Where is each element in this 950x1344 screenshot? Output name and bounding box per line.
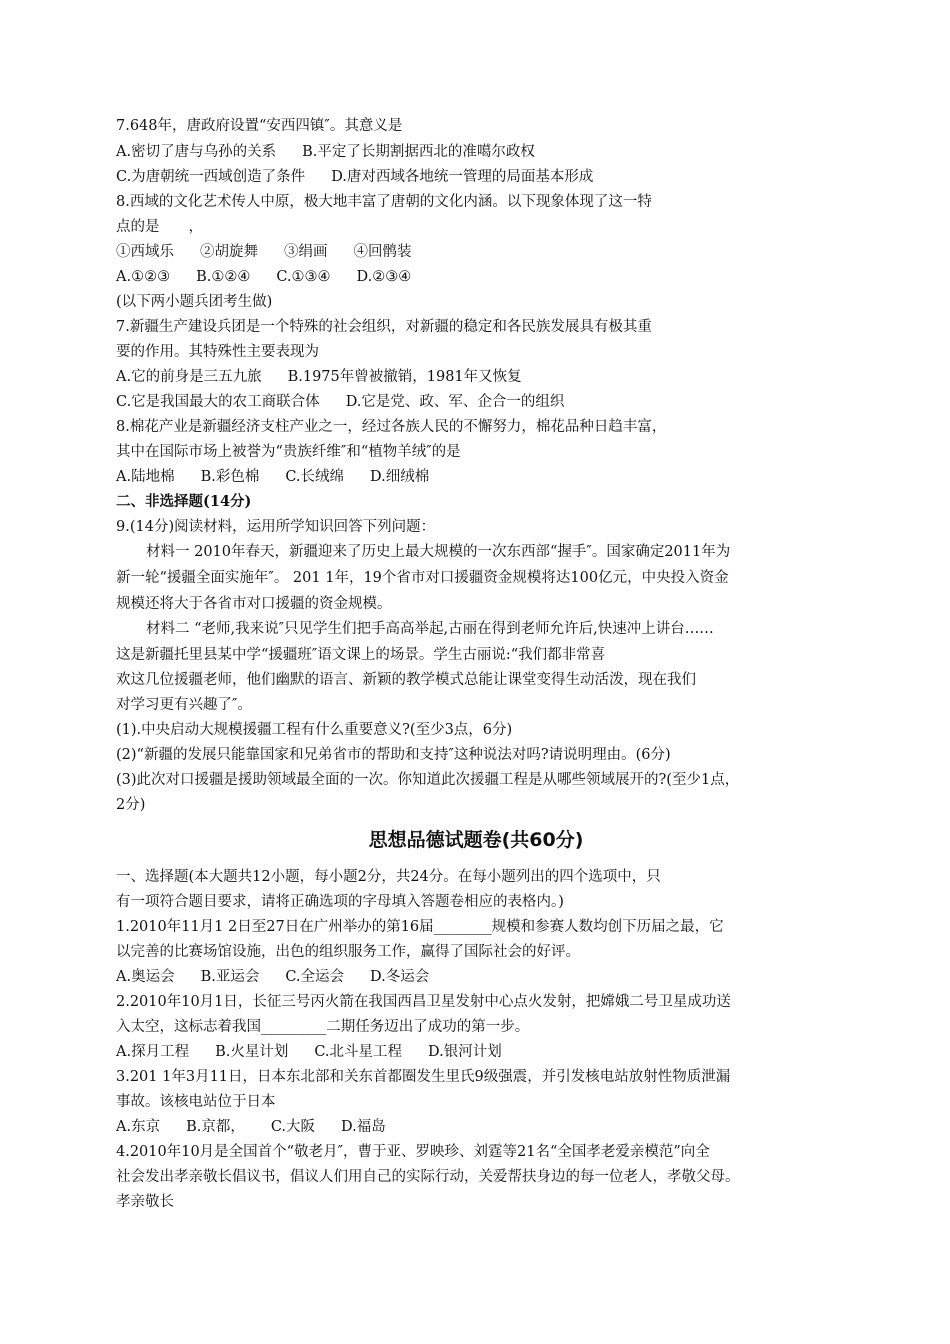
option-d: D.银河计划 (428, 1044, 502, 1060)
option-a: A.东京 (116, 1119, 161, 1135)
moral-q1-stem-2: 以完善的比赛场馆设施，出色的组织服务工作，赢得了国际社会的好评。 (116, 944, 580, 960)
option-a: A.①②③ (116, 269, 171, 285)
option-c: C.全运会 (285, 969, 345, 985)
moral-q3-options (116, 1115, 836, 1139)
history-q7-options-row2 (116, 165, 836, 189)
moral-q1-stem-1: 1.2010年11月1 2日至27日在广州举办的第16届________规模和参赛人数均创下历届之最，它 (116, 919, 724, 935)
bingtuan-q8-stem-1: 8.棉花产业是新疆经济支柱产业之一，经过各族人民的不懈努力，棉花品种日趋丰富， (116, 419, 667, 435)
option-b: B.平定了长期割据西北的准噶尔政权 (302, 144, 535, 160)
option-d: D.冬运会 (370, 969, 430, 985)
moral-q4-stem-2: 社会发出孝亲敬长倡议书，倡议人们用自己的实际行动，关爱帮扶身边的每一位老人，孝敬父母。 (116, 1169, 740, 1185)
moral-q4-stem-3: 孝亲敬长 (116, 1194, 174, 1210)
history-q8-stem-2: 点的是 ， (116, 219, 203, 235)
option-a: A.奥运会 (116, 969, 175, 985)
option-c: C.①③④ (276, 269, 331, 285)
option-a: A.陆地棉 (116, 469, 175, 485)
option-a: A.探月工程 (116, 1044, 190, 1060)
option-a: A.密切了唐与乌孙的关系 (116, 144, 277, 160)
bingtuan-q7-options-row1 (116, 365, 836, 389)
history-q8-options (116, 265, 836, 289)
moral-q3-stem-1: 3.201 1年3月11日，日本东北部和关东首都圈发生里氏9级强震，并引发核电站放射性物质泄漏 (116, 1069, 731, 1085)
moral-q4-stem-1: 4.2010年10月是全国首个“敬老月″，曹于亚、罗映珍、刘霆等21名“全国孝老爱亲模范”向全 (116, 1144, 710, 1160)
history-q9-stem: 9.(14分)阅读材料，运用所学知识回答下列问题： (116, 519, 436, 535)
sub-question-1: (1).中央启动大规模援疆工程有什么重要意义?(至少3点，6分) (116, 722, 513, 738)
material-1-line-2: 新一轮“援疆全面实施年″。 201 1年，19个省市对口援疆资金规模将达100亿元，中央投入资金 (116, 570, 729, 586)
list-item: ③绢画 (284, 244, 328, 260)
sub-question-2: (2)“新疆的发展只能靠国家和兄弟省市的帮助和支持″这种说法对吗?请说明理由。(6分) (116, 747, 671, 763)
option-d: D.②③④ (356, 269, 412, 285)
option-d: D.细绒棉 (370, 469, 430, 485)
option-c: C.大阪 (270, 1119, 316, 1135)
history-q8-stem-1: 8.西域的文化艺术传人中原，极大地丰富了唐朝的文化内涵。以下现象体现了这一特 (116, 194, 652, 210)
material-2-line-2: 这是新疆托里县某中学“援疆班″语文课上的场景。学生古丽说:“我们都非常喜 (116, 647, 606, 663)
bingtuan-note: (以下两小题兵团考生做) (116, 294, 273, 310)
history-q7-stem: 7.648年，唐政府设置“安西四镇″。其意义是 (116, 118, 403, 134)
moral-q2-stem-1: 2.2010年10月1日，长征三号丙火箭在我国西昌卫星发射中心点火发射，把嫦娥二号卫星成功送 (116, 994, 731, 1010)
option-c: C.北斗星工程 (314, 1044, 403, 1060)
exam-title: 思想品德试题卷(共60分) (368, 829, 584, 851)
option-b: B.1975年曾被撤销，1981年又恢复 (287, 369, 522, 385)
history-q8-items (116, 240, 836, 264)
material-1-line-1: 材料一 2010年春天，新疆迎来了历史上最大规模的一次东西部“握手″。国家确定2011年为 (146, 544, 731, 560)
material-2-line-4: 对学习更有兴趣了″。 (116, 697, 252, 713)
option-a: A.它的前身是三五九旅 (116, 369, 262, 385)
bingtuan-q8-stem-2: 其中在国际市场上被誉为“贵族纤维″和“植物羊绒″的是 (116, 444, 461, 460)
option-b: B.①②④ (196, 269, 251, 285)
moral-q2-options (116, 1040, 836, 1064)
option-d: D.它是党、政、军、企合一的组织 (345, 394, 565, 410)
section-heading: 二、非选择题(14分) (116, 493, 252, 510)
section-instructions-2: 有一项符合题目要求，请将正确选项的字母填入答题卷相应的表格内。) (116, 894, 564, 910)
option-c: C.长绒绵 (285, 469, 345, 485)
material-2-line-1: 材料二 “老师,我来说″只见学生们把手高高举起,古丽在得到老师允许后,快速冲上讲台…… (146, 621, 714, 637)
section-instructions-1: 一、选择题(本大题共12小题，每小题2分，共24分。在每小题列出的四个选项中，只 (116, 869, 661, 885)
history-q7-options-row1 (116, 140, 836, 164)
material-2-line-3: 欢这几位援疆老师，他们幽默的语言、新颖的教学模式总能让课堂变得生动活泼，现在我们 (116, 672, 696, 688)
sub-question-3-line-2: 2分) (116, 797, 146, 813)
bingtuan-q7-options-row2 (116, 390, 836, 414)
moral-q3-stem-2: 事故。该核电站位于日本 (116, 1094, 276, 1110)
list-item: ④回鹘装 (353, 244, 412, 260)
option-c: C.它是我国最大的农工商联合体 (116, 394, 320, 410)
option-b: B.亚运会 (200, 969, 260, 985)
option-d: D.唐对西域各地统一管理的局面基本形成 (331, 169, 594, 185)
list-item: ②胡旋舞 (200, 244, 258, 260)
bingtuan-q7-stem-1: 7.新疆生产建设兵团是一个特殊的社会组织，对新疆的稳定和各民族发展具有极其重 (116, 319, 652, 335)
moral-q2-stem-2: 入太空，这标志着我国_________二期任务迈出了成功的第一步。 (116, 1019, 530, 1035)
option-b: B.火星计划 (215, 1044, 289, 1060)
list-item: ①西域乐 (116, 244, 174, 260)
bingtuan-q7-stem-2: 要的作用。其特殊性主要表现为 (116, 344, 319, 360)
moral-q1-options (116, 965, 836, 989)
option-b: B.彩色棉 (200, 469, 260, 485)
option-b: B.京都， (186, 1119, 245, 1135)
sub-question-3-line-1: (3)此次对口援疆是援助领域最全面的一次。你知道此次援疆工程是从哪些领域展开的?(至少1点， (116, 772, 740, 788)
bingtuan-q8-options (116, 465, 836, 489)
material-1-line-3: 规模还将大于各省市对口援疆的资金规模。 (116, 596, 392, 612)
option-c: C.为唐朝统一西域创造了条件 (116, 169, 306, 185)
option-d: D.福岛 (341, 1119, 386, 1135)
